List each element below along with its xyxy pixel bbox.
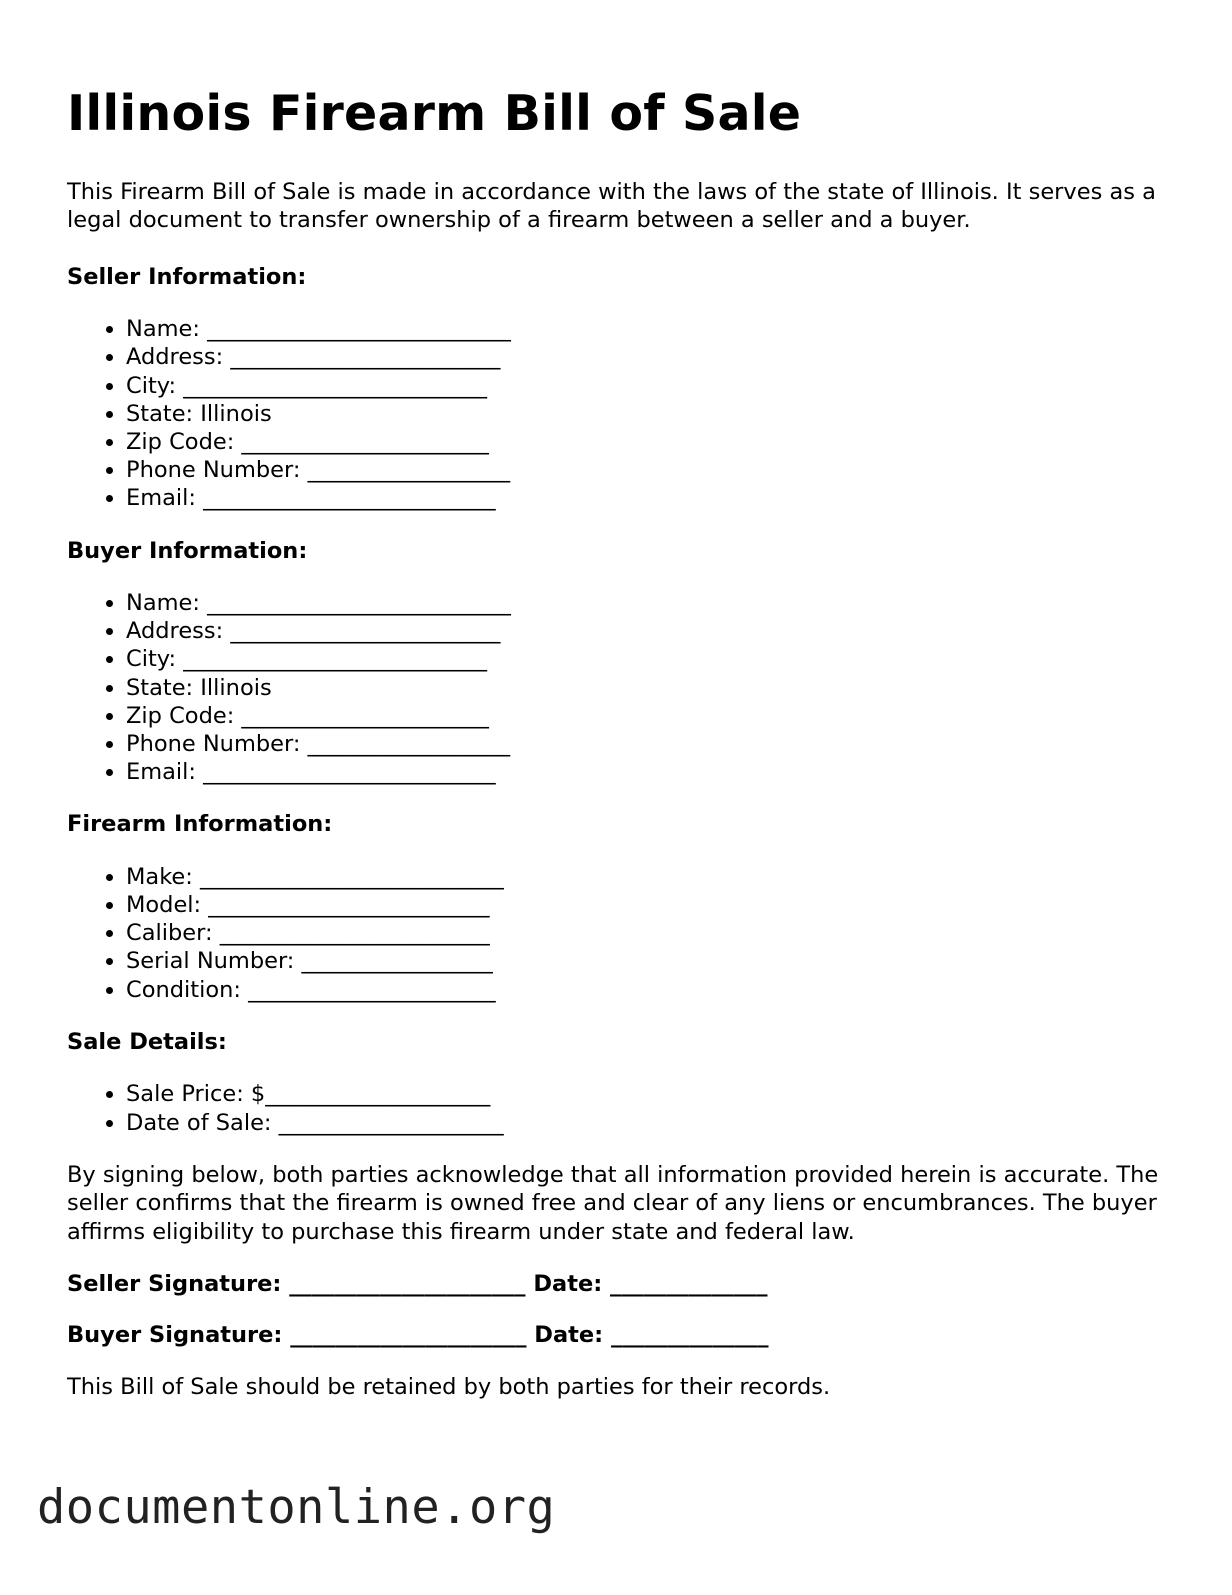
seller-address-item: • Address: ________________________ — [126, 343, 1167, 371]
seller-list — [67, 315, 1167, 512]
document-title: Illinois Firearm Bill of Sale — [67, 85, 802, 142]
firearm-make-item: • Make: ___________________________ — [126, 863, 1167, 891]
retain-note: This Bill of Sale should be retained by both parties for their records. — [67, 1373, 831, 1400]
sale-price-item: • Sale Price: $____________________ — [126, 1080, 1167, 1108]
seller-zip-item: • Zip Code: ______________________ — [126, 428, 1167, 456]
buyer-state-item: • State: Illinois — [126, 674, 1167, 702]
intro-paragraph: This Firearm Bill of Sale is made in accordance with the laws of the state of Illinois. It serves as a legal document to transfer ownership of a firearm between a seller and a buyer. — [67, 179, 1156, 234]
watermark-text: documentonline.org — [37, 1480, 556, 1535]
sale-date-item: • Date of Sale: ____________________ — [126, 1109, 1167, 1137]
firearm-serial-item: • Serial Number: _________________ — [126, 947, 1167, 975]
firearm-condition-item: • Condition: ______________________ — [126, 976, 1167, 1004]
buyer-list — [67, 589, 1167, 786]
sale-heading: Sale Details: — [67, 1028, 227, 1055]
buyer-address-item: • Address: ________________________ — [126, 617, 1167, 645]
buyer-signature-line: Buyer Signature: _____________________ Date: ______________ — [67, 1322, 769, 1349]
closing-paragraph: By signing below, both parties acknowledge that all information provided herein is accurate. The seller confirms that the firearm is owned free and clear of any liens or encumbrances. The buyer affirms eligibility to purchase this firearm under state and federal law. — [67, 1161, 1159, 1245]
firearm-caliber-item: • Caliber: ________________________ — [126, 919, 1167, 947]
buyer-city-item: • City: ___________________________ — [126, 645, 1167, 673]
buyer-phone-item: • Phone Number: __________________ — [126, 730, 1167, 758]
seller-name-item: • Name: ___________________________ — [126, 315, 1167, 343]
buyer-heading: Buyer Information: — [67, 537, 308, 564]
firearm-heading: Firearm Information: — [67, 811, 333, 838]
seller-heading: Seller Information: — [67, 263, 307, 290]
buyer-zip-item: • Zip Code: ______________________ — [126, 702, 1167, 730]
seller-city-item: • City: ___________________________ — [126, 372, 1167, 400]
buyer-email-item: • Email: __________________________ — [126, 758, 1167, 786]
seller-signature-line: Seller Signature: _____________________ Date: ______________ — [67, 1270, 768, 1297]
document-page — [67, 84, 1167, 1401]
seller-email-item: • Email: __________________________ — [126, 484, 1167, 512]
seller-state-item: • State: Illinois — [126, 400, 1167, 428]
buyer-name-item: • Name: ___________________________ — [126, 589, 1167, 617]
firearm-model-item: • Model: _________________________ — [126, 891, 1167, 919]
seller-phone-item: • Phone Number: __________________ — [126, 456, 1167, 484]
firearm-list — [67, 863, 1167, 1004]
sale-list — [67, 1080, 1167, 1136]
